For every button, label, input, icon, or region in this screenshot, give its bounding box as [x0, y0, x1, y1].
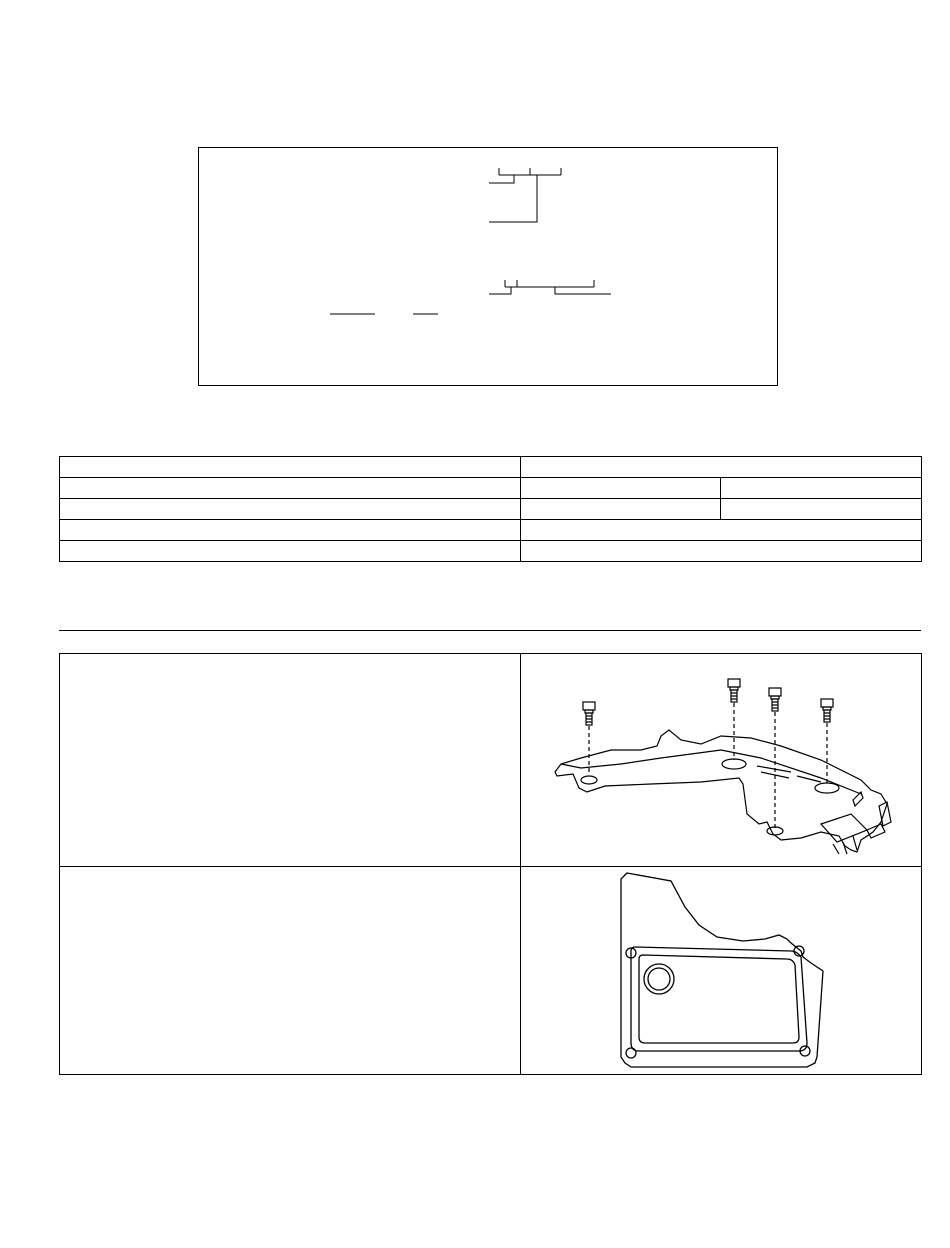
section-divider	[59, 630, 921, 631]
bolt-icon	[728, 679, 740, 760]
table-cell	[60, 478, 521, 499]
table-cell	[521, 499, 721, 520]
table-cell	[721, 478, 922, 499]
table-cell	[521, 541, 922, 562]
table-row	[60, 499, 922, 520]
step-illustration-cell	[521, 654, 922, 867]
table-cell	[60, 541, 521, 562]
table-cell	[721, 499, 922, 520]
bolt-icon	[583, 702, 595, 774]
procedure-steps-table	[59, 653, 922, 1075]
designation-bracket-lines	[199, 148, 779, 387]
specification-table	[59, 456, 922, 562]
table-cell	[60, 520, 521, 541]
table-cell	[60, 457, 521, 478]
bracket-with-four-bolts-illustration	[521, 654, 921, 866]
table-row	[60, 457, 922, 478]
table-row	[60, 541, 922, 562]
table-cell	[521, 478, 721, 499]
table-cell	[521, 520, 922, 541]
table-cell	[60, 499, 521, 520]
designation-code-box	[198, 147, 778, 386]
bracket-plate	[555, 730, 891, 854]
bolt-icon	[821, 699, 833, 784]
table-row	[60, 867, 922, 1075]
step-illustration-cell	[521, 867, 922, 1075]
step-text-cell	[60, 654, 521, 867]
table-row	[60, 654, 922, 867]
step-text-cell	[60, 867, 521, 1075]
gasket-illustration	[521, 867, 921, 1073]
table-row	[60, 520, 922, 541]
gasket-outline	[621, 873, 823, 1067]
table-cell	[521, 457, 922, 478]
bolt-icon	[769, 688, 781, 829]
table-row	[60, 478, 922, 499]
